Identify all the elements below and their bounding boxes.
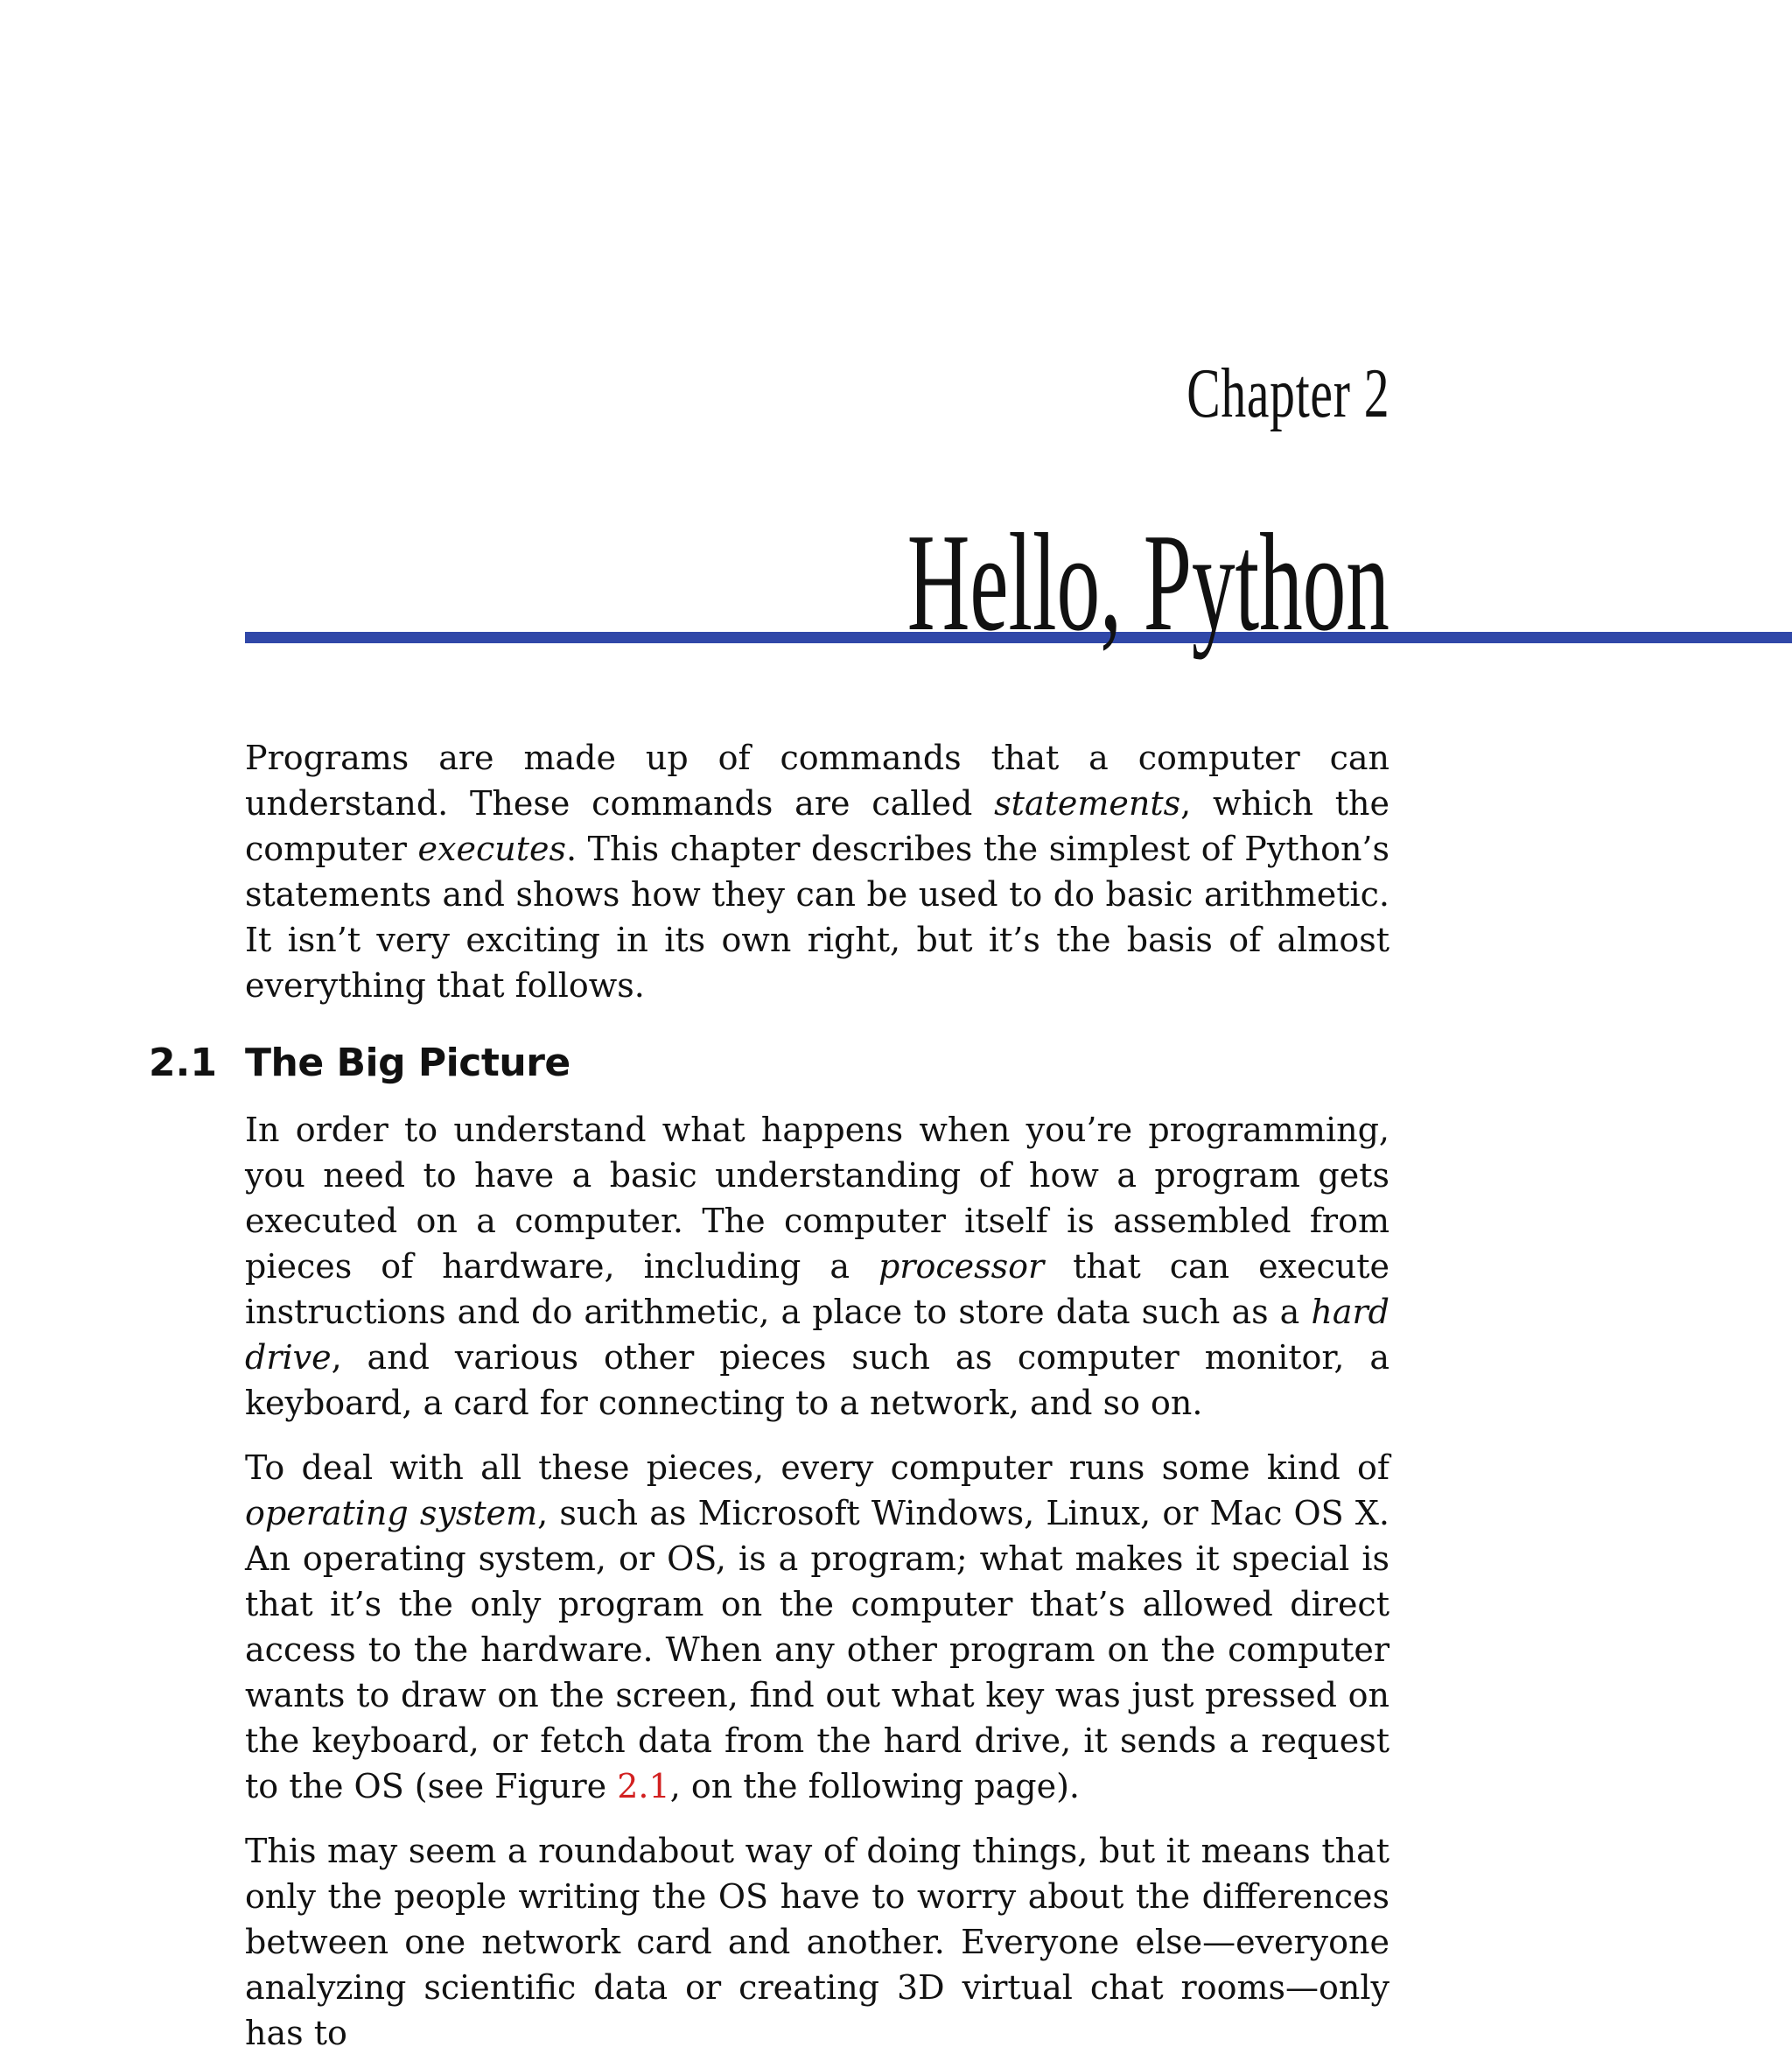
figure-reference-link[interactable]: 2.1	[617, 1767, 670, 1805]
intro-paragraph: Programs are made up of commands that a computer can understand. These commands are called statements, which the computer executes. This chapter describes the simplest of Python’s statements and shows how they can be used to do basic arithmetic. It isn’t very exciting in its own right, but it’s the basis of almost everything that follows.	[245, 739, 1390, 1005]
section-paragraph-1: In order to understand what happens when you’re programming, you need to have a basic understanding of how a program gets executed on a computer. The computer itself is assembled from pieces of hardware, including a processor that can execute instructions and do arithmetic, a place to store data such as a hard drive, and various other pieces such as computer monitor, a keyboard, a card for connecting to a network, and so on.	[245, 1111, 1390, 1422]
section-paragraph-2: To deal with all these pieces, every computer runs some kind of operating system, such as Microsoft Windows, Linux, or Mac OS X. An operating system, or OS, is a program; what makes it special is that it’s the only program on the computer that’s allowed direct access to the hardware. When any other program on the computer wants to draw on the screen, find out what key was just pressed on the keyboard, or fetch data from the hard drive, it sends a request to the OS (see Figure 2.1, on the following page).	[245, 1448, 1390, 1805]
intro-block	[245, 735, 1390, 1008]
section-number: 2.1	[149, 1041, 217, 1085]
section-title: The Big Picture	[245, 1041, 570, 1085]
section-paragraph-3: This may seem a roundabout way of doing things, but it means that only the people writing the OS have to worry about the differences between one network card and another. Everyone else—everyone analyzing scientific data or creating 3D virtual chat rooms—only has to	[245, 1832, 1390, 2052]
chapter-label: Chapter 2	[1186, 355, 1390, 432]
chapter-title: Hello, Python	[906, 504, 1390, 660]
section-body	[245, 1107, 1390, 2056]
